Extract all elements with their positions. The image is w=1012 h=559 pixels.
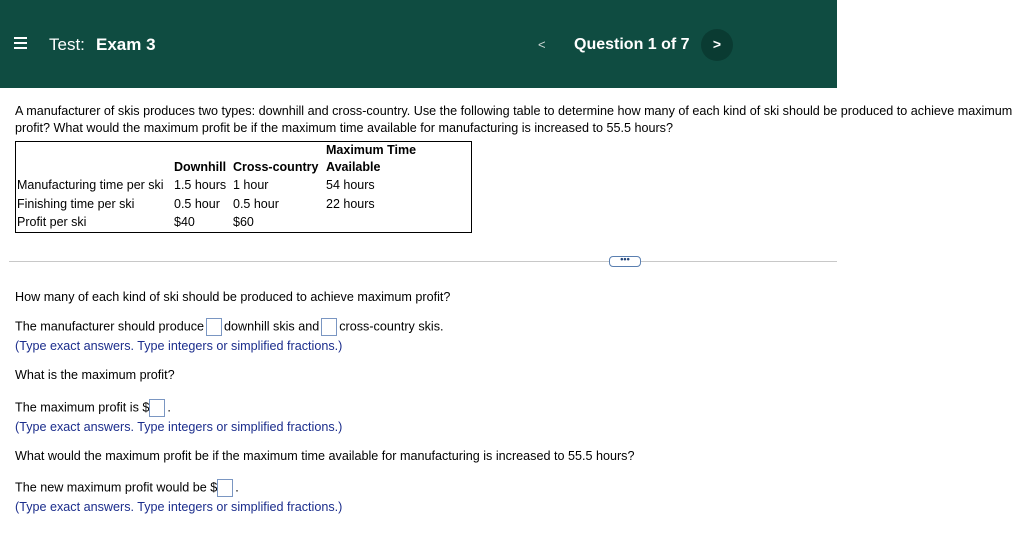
cell-manufacturing-cross: 1 hour (233, 178, 269, 192)
col-header-cross-country: Cross-country (233, 160, 319, 174)
test-label: Test: (49, 35, 85, 54)
row-label-finishing: Finishing time per ski (17, 197, 135, 211)
question-2: What is the maximum profit? (15, 368, 175, 382)
answer-1-prefix: The manufacturer should produce (15, 319, 205, 334)
answer-3-sentence (15, 479, 239, 497)
question-1: How many of each kind of ski should be produced to achieve maximum profit? (15, 290, 451, 304)
new-max-profit-input[interactable] (217, 479, 233, 497)
answer-3-hint: (Type exact answers. Type integers or simplified fractions.) (15, 500, 343, 514)
answer-2-hint: (Type exact answers. Type integers or simplified fractions.) (15, 420, 343, 434)
answer-3-prefix: The new maximum profit would be $ (15, 480, 218, 495)
row-label-profit: Profit per ski (17, 215, 87, 229)
cell-profit-cross: $60 (233, 215, 254, 229)
previous-question-button[interactable]: < (538, 37, 546, 52)
show-more-button[interactable]: ••• (609, 256, 641, 267)
section-divider (9, 261, 837, 262)
cell-manufacturing-available: 54 hours (326, 178, 375, 192)
question-indicator[interactable]: Question 1 of 7 (574, 36, 690, 53)
cell-manufacturing-downhill: 1.5 hours (174, 178, 227, 192)
cell-finishing-available: 22 hours (326, 197, 375, 211)
problem-line-2: profit? What would the maximum profit be if the maximum time available for manufacturing is increased to 55.5 hours? (15, 121, 673, 135)
exam-header (0, 0, 837, 88)
cross-country-skis-input[interactable] (321, 318, 337, 336)
row-label-manufacturing: Manufacturing time per ski (17, 178, 164, 192)
next-question-button[interactable]: > (701, 29, 733, 61)
col-header-available: Available (326, 160, 381, 174)
answer-2-suffix: . (167, 400, 171, 415)
answer-1-suffix: cross-country skis. (339, 319, 444, 334)
answer-1-sentence (15, 318, 444, 336)
downhill-skis-input[interactable] (206, 318, 222, 336)
test-title: Exam 3 (96, 35, 156, 54)
answer-1-mid: downhill skis and (224, 319, 320, 334)
cell-finishing-downhill: 0.5 hour (174, 197, 220, 211)
problem-line-1: A manufacturer of skis produces two types: downhill and cross-country. Use the following table to determine how many of each kind of ski should be produced to achieve maximum (15, 104, 1012, 118)
col-header-downhill: Downhill (174, 160, 227, 174)
question-3: What would the maximum profit be if the maximum time available for manufacturing is increased to 55.5 hours? (15, 449, 635, 463)
cell-finishing-cross: 0.5 hour (233, 197, 279, 211)
problem-statement (15, 103, 1012, 137)
answer-3-suffix: . (235, 480, 239, 495)
answer-2-sentence (15, 399, 171, 417)
answer-2-prefix: The maximum profit is $ (15, 400, 150, 415)
cell-profit-downhill: $40 (174, 215, 195, 229)
col-header-maximum-time: Maximum Time (326, 143, 417, 157)
answer-1-hint: (Type exact answers. Type integers or simplified fractions.) (15, 339, 343, 353)
max-profit-input[interactable] (149, 399, 165, 417)
ski-data-table (15, 141, 472, 233)
hamburger-menu-icon[interactable] (14, 37, 27, 50)
